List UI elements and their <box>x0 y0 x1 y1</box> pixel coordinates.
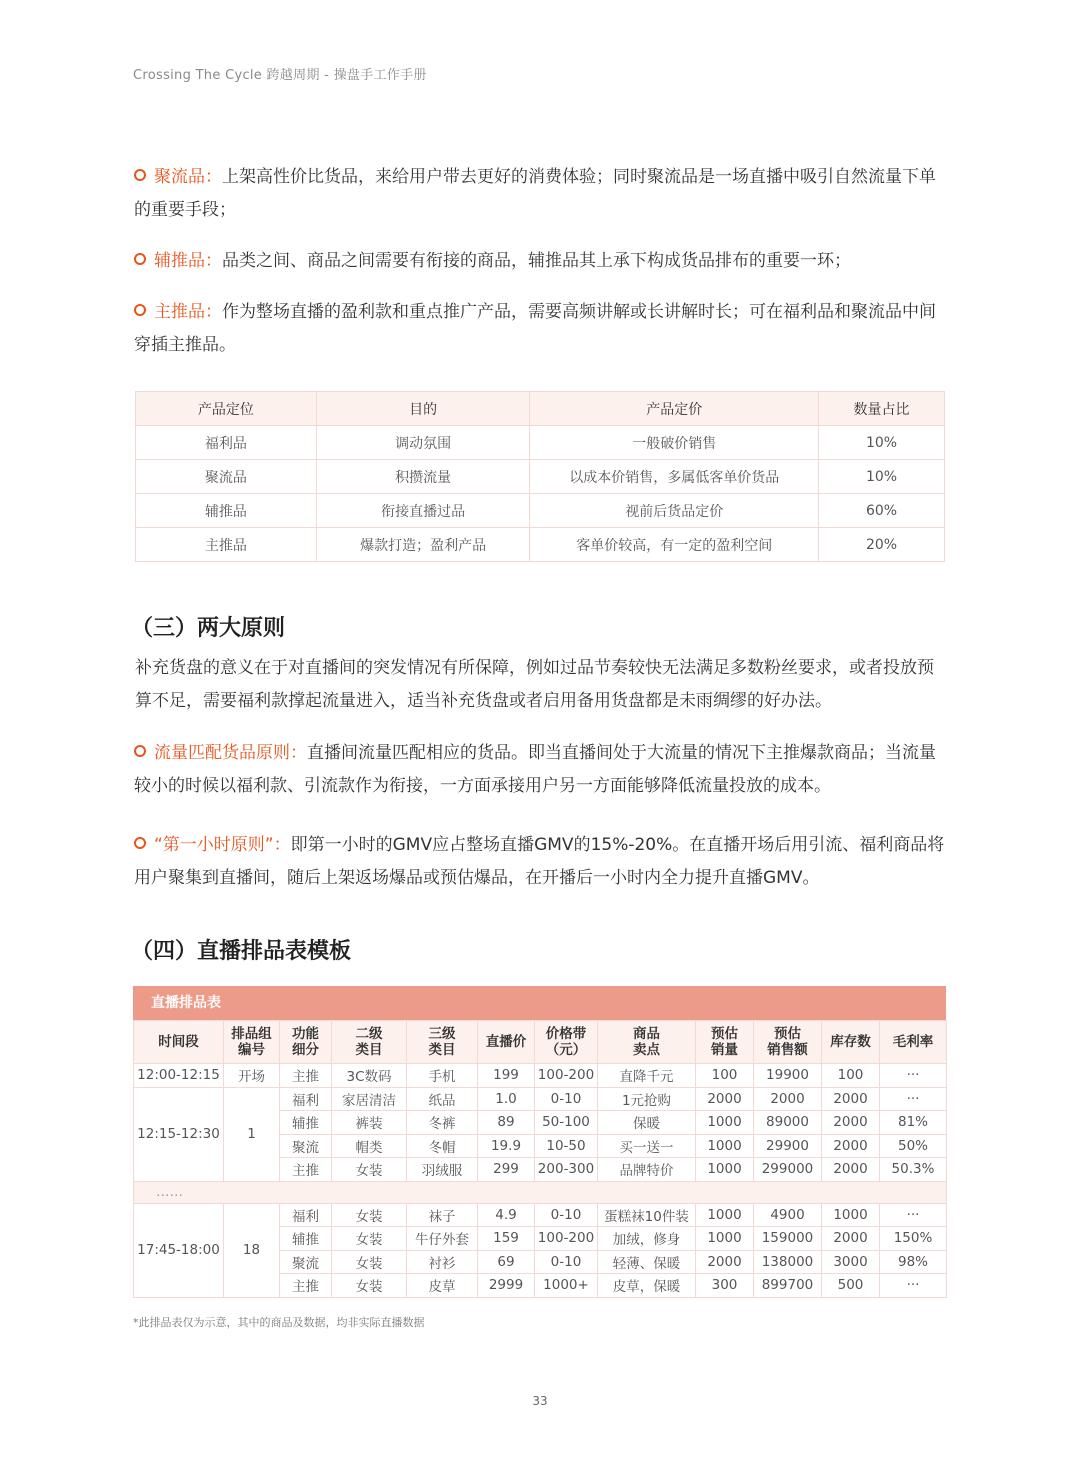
table-cell: 1000 <box>822 1203 880 1227</box>
table-cell: 衬衫 <box>407 1250 478 1274</box>
table-cell: 300 <box>696 1274 754 1298</box>
table-cell: 聚流品 <box>136 460 317 494</box>
table-cell: 299 <box>478 1158 535 1182</box>
table-cell: 69 <box>478 1250 535 1274</box>
schedule-table-block <box>133 986 946 1298</box>
circle-bullet-icon <box>134 745 146 757</box>
table-cell: 调动氛围 <box>316 426 530 460</box>
column-header-line: 商品 <box>633 1026 660 1042</box>
table-cell: 一般破价销售 <box>530 426 819 460</box>
table-cell: 2000 <box>822 1158 880 1182</box>
table-cell: 3C数码 <box>332 1064 407 1088</box>
table-cell: 12:00-12:15 <box>134 1064 224 1088</box>
page-number: 33 <box>532 1394 548 1408</box>
table-cell: 4.9 <box>478 1203 535 1227</box>
table-cell: 主推 <box>280 1158 332 1182</box>
table-cell: 2000 <box>696 1250 754 1274</box>
table-cell: 羽绒服 <box>407 1158 478 1182</box>
table-cell: 手机 <box>407 1064 478 1088</box>
bullet-lead: 主推品： <box>154 302 222 322</box>
table-cell: 主推 <box>280 1274 332 1298</box>
section-3-intro: 补充货盘的意义在于对直播间的突发情况有所保障，例如过品节奏较快无法满足多数粉丝要求，或者投放预算不足，需要福利款撑起流量进入，适当补充货盘或者启用备用货盘都是未雨绸缪的好办法。 <box>135 658 934 711</box>
table-cell: 17:45-18:00 <box>134 1203 224 1297</box>
table-cell: 蛋糕袜10件装 <box>598 1203 696 1227</box>
table-cell: 1000+ <box>535 1274 598 1298</box>
table-cell: 积攒流量 <box>316 460 530 494</box>
table-cell: 1元抢购 <box>598 1087 696 1111</box>
bullet-traffic-principle <box>134 737 946 803</box>
table-cell: 2000 <box>696 1087 754 1111</box>
table-cell: 100 <box>696 1064 754 1088</box>
bullet-futui <box>134 245 946 278</box>
table-cell: 18 <box>224 1203 280 1297</box>
column-header-line: 细分 <box>292 1042 319 1058</box>
column-header: 产品定位 <box>136 392 317 426</box>
bullet-julliu <box>134 161 946 227</box>
running-header: Crossing The Cycle 跨越周期 - 操盘手工作手册 <box>133 68 427 83</box>
section-3-heading: （三）两大原则 <box>131 616 286 641</box>
table-cell: 皮草，保暖 <box>598 1274 696 1298</box>
column-header-line: （元） <box>545 1042 587 1058</box>
table-header-row <box>134 1021 947 1064</box>
column-header-line: 功能 <box>292 1026 319 1042</box>
column-header-line: 二级 <box>355 1026 383 1042</box>
bullet-text: 上架高性价比货品，来给用户带去更好的消费体验；同时聚流品是一场直播中吸引自然流量下单的重要手段； <box>134 167 936 220</box>
column-header-line: 预估 <box>774 1026 801 1042</box>
column-header-line: 销量 <box>711 1042 738 1058</box>
table-cell: 89000 <box>754 1111 822 1135</box>
column-header-line: 三级 <box>428 1026 456 1042</box>
column-header-line: 类目 <box>355 1042 383 1058</box>
table-cell: 50-100 <box>535 1111 598 1135</box>
table-cell: 159000 <box>754 1227 822 1251</box>
table-cell: 12:15-12:30 <box>134 1087 224 1181</box>
table-cell: 299000 <box>754 1158 822 1182</box>
table-row <box>134 1203 947 1227</box>
circle-bullet-icon <box>134 169 146 181</box>
table-cell: 2999 <box>478 1274 535 1298</box>
table-cell: 福利 <box>280 1087 332 1111</box>
table-cell: 女装 <box>332 1250 407 1274</box>
column-header <box>754 1021 822 1064</box>
table-cell: 爆款打造；盈利产品 <box>316 528 530 562</box>
table-cell: 0-10 <box>535 1087 598 1111</box>
table-row <box>134 1064 947 1088</box>
table-cell: 199 <box>478 1064 535 1088</box>
positioning-table <box>135 391 945 562</box>
column-header <box>880 1021 947 1064</box>
table-cell: 冬裤 <box>407 1111 478 1135</box>
table-cell: 直降千元 <box>598 1064 696 1088</box>
bullet-text: 品类之间、商品之间需要有衔接的商品，辅推品其上承下构成货品排布的重要一环； <box>222 251 851 271</box>
table-cell: 辅推 <box>280 1227 332 1251</box>
column-header-line: 卖点 <box>633 1042 660 1058</box>
table-cell: 159 <box>478 1227 535 1251</box>
ellipsis-row <box>134 1181 947 1203</box>
column-header <box>407 1021 478 1064</box>
table-cell: 150% <box>880 1227 947 1251</box>
table-cell: 81% <box>880 1111 947 1135</box>
table-cell: ··· <box>880 1064 947 1088</box>
table-cell: 聚流 <box>280 1250 332 1274</box>
bullet-lead: “第一小时原则”： <box>154 835 291 855</box>
column-header <box>535 1021 598 1064</box>
bullet-text: 直播间流量匹配相应的货品。即当直播间处于大流量的情况下主推爆款商品；当流量较小的时候以福利款、引流款作为衔接，一方面承接用户另一方面能够降低流量投放的成本。 <box>134 743 936 796</box>
table-cell: 加绒，修身 <box>598 1227 696 1251</box>
table-cell: 袜子 <box>407 1203 478 1227</box>
table-cell: 女装 <box>332 1227 407 1251</box>
table-cell: 女装 <box>332 1203 407 1227</box>
column-header: 目的 <box>316 392 530 426</box>
table-cell: 899700 <box>754 1274 822 1298</box>
table-cell: 1000 <box>696 1227 754 1251</box>
table-cell: 98% <box>880 1250 947 1274</box>
table-cell: 50.3% <box>880 1158 947 1182</box>
column-header-line: 毛利率 <box>892 1034 934 1050</box>
table-row <box>136 460 945 494</box>
table-footnote: *此排品表仅为示意，其中的商品及数据，均非实际直播数据 <box>133 1316 425 1329</box>
table-cell: 买一送一 <box>598 1134 696 1158</box>
table-cell: 家居清洁 <box>332 1087 407 1111</box>
table-cell: 89 <box>478 1111 535 1135</box>
table-row <box>136 494 945 528</box>
table-cell: 0-10 <box>535 1203 598 1227</box>
table-cell: 60% <box>819 494 945 528</box>
column-header <box>696 1021 754 1064</box>
column-header-line: 库存数 <box>830 1034 871 1050</box>
table-cell: 1000 <box>696 1134 754 1158</box>
column-header-line: 时间段 <box>158 1034 199 1050</box>
table-cell: 衔接直播过品 <box>316 494 530 528</box>
bullet-text: 作为整场直播的盈利款和重点推广产品，需要高频讲解或长讲解时长；可在福利品和聚流品中间穿插主推品。 <box>134 302 936 355</box>
table-cell: 辅推 <box>280 1111 332 1135</box>
column-header-line: 排品组 <box>231 1026 272 1042</box>
table-cell: 100-200 <box>535 1227 598 1251</box>
column-header-line: 直播价 <box>485 1034 527 1050</box>
column-header-line: 编号 <box>238 1042 265 1058</box>
table-cell: ··· <box>880 1203 947 1227</box>
column-header: 数量占比 <box>819 392 945 426</box>
column-header-line: 价格带 <box>545 1026 587 1042</box>
column-header <box>280 1021 332 1064</box>
table-cell: 聚流 <box>280 1134 332 1158</box>
table-cell: …… <box>134 1181 947 1203</box>
column-header <box>332 1021 407 1064</box>
table-cell: 主推 <box>280 1064 332 1088</box>
table-cell: ··· <box>880 1087 947 1111</box>
table-cell: 2000 <box>822 1087 880 1111</box>
table-cell: 视前后货品定价 <box>530 494 819 528</box>
table-cell: 主推品 <box>136 528 317 562</box>
column-header <box>598 1021 696 1064</box>
table-cell: 女装 <box>332 1158 407 1182</box>
table-cell: 19900 <box>754 1064 822 1088</box>
table-cell: 冬帽 <box>407 1134 478 1158</box>
column-header <box>134 1021 224 1064</box>
table-cell: 2000 <box>822 1227 880 1251</box>
table-cell: 福利品 <box>136 426 317 460</box>
table-cell: 3000 <box>822 1250 880 1274</box>
table-cell: 1.0 <box>478 1087 535 1111</box>
table-cell: 开场 <box>224 1064 280 1088</box>
table-cell: 轻薄、保暖 <box>598 1250 696 1274</box>
table-header-row <box>136 392 945 426</box>
table-cell: ··· <box>880 1274 947 1298</box>
table-cell: 100 <box>822 1064 880 1088</box>
table-cell: 品牌特价 <box>598 1158 696 1182</box>
bullet-first-hour-principle <box>134 829 946 895</box>
bullet-zhutui <box>134 296 946 362</box>
table-cell: 2000 <box>754 1087 822 1111</box>
bullet-lead: 流量匹配货品原则： <box>154 743 307 763</box>
table-cell: 福利 <box>280 1203 332 1227</box>
table-row <box>136 528 945 562</box>
schedule-table-title: 直播排品表 <box>133 986 946 1020</box>
table-row <box>136 426 945 460</box>
table-cell: 500 <box>822 1274 880 1298</box>
table-cell: 100-200 <box>535 1064 598 1088</box>
table-cell: 2000 <box>822 1111 880 1135</box>
table-cell: 19.9 <box>478 1134 535 1158</box>
table-cell: 10% <box>819 426 945 460</box>
table-cell: 纸品 <box>407 1087 478 1111</box>
section-4-heading: （四）直播排品表模板 <box>131 939 352 964</box>
table-cell: 10% <box>819 460 945 494</box>
circle-bullet-icon <box>134 253 146 265</box>
table-cell: 0-10 <box>535 1250 598 1274</box>
table-cell: 1000 <box>696 1158 754 1182</box>
circle-bullet-icon <box>134 837 146 849</box>
table-cell: 200-300 <box>535 1158 598 1182</box>
table-cell: 1 <box>224 1087 280 1181</box>
table-cell: 1000 <box>696 1203 754 1227</box>
table-cell: 2000 <box>822 1134 880 1158</box>
bullet-lead: 辅推品： <box>154 251 222 271</box>
table-cell: 10-50 <box>535 1134 598 1158</box>
schedule-table <box>133 1020 947 1298</box>
table-cell: 50% <box>880 1134 947 1158</box>
table-cell: 帽类 <box>332 1134 407 1158</box>
table-cell: 客单价较高，有一定的盈利空间 <box>530 528 819 562</box>
column-header-line: 预估 <box>711 1026 738 1042</box>
table-cell: 20% <box>819 528 945 562</box>
table-cell: 29900 <box>754 1134 822 1158</box>
table-row <box>134 1087 947 1111</box>
table-cell: 1000 <box>696 1111 754 1135</box>
table-cell: 裤装 <box>332 1111 407 1135</box>
table-cell: 女装 <box>332 1274 407 1298</box>
table-cell: 保暖 <box>598 1111 696 1135</box>
table-cell: 皮草 <box>407 1274 478 1298</box>
column-header-line: 类目 <box>428 1042 456 1058</box>
column-header <box>224 1021 280 1064</box>
column-header-line: 销售额 <box>767 1042 808 1058</box>
column-header: 产品定价 <box>530 392 819 426</box>
bullet-lead: 聚流品： <box>154 167 222 187</box>
table-cell: 138000 <box>754 1250 822 1274</box>
table-cell: 牛仔外套 <box>407 1227 478 1251</box>
table-cell: 以成本价销售，多属低客单价货品 <box>530 460 819 494</box>
table-cell: 辅推品 <box>136 494 317 528</box>
bullet-text: 即第一小时的GMV应占整场直播GMV的15%-20%。在直播开场后用引流、福利商品将用户聚集到直播间，随后上架返场爆品或预估爆品，在开播后一小时内全力提升直播GMV。 <box>134 835 945 888</box>
column-header <box>478 1021 535 1064</box>
column-header <box>822 1021 880 1064</box>
table-cell: 4900 <box>754 1203 822 1227</box>
circle-bullet-icon <box>134 304 146 316</box>
